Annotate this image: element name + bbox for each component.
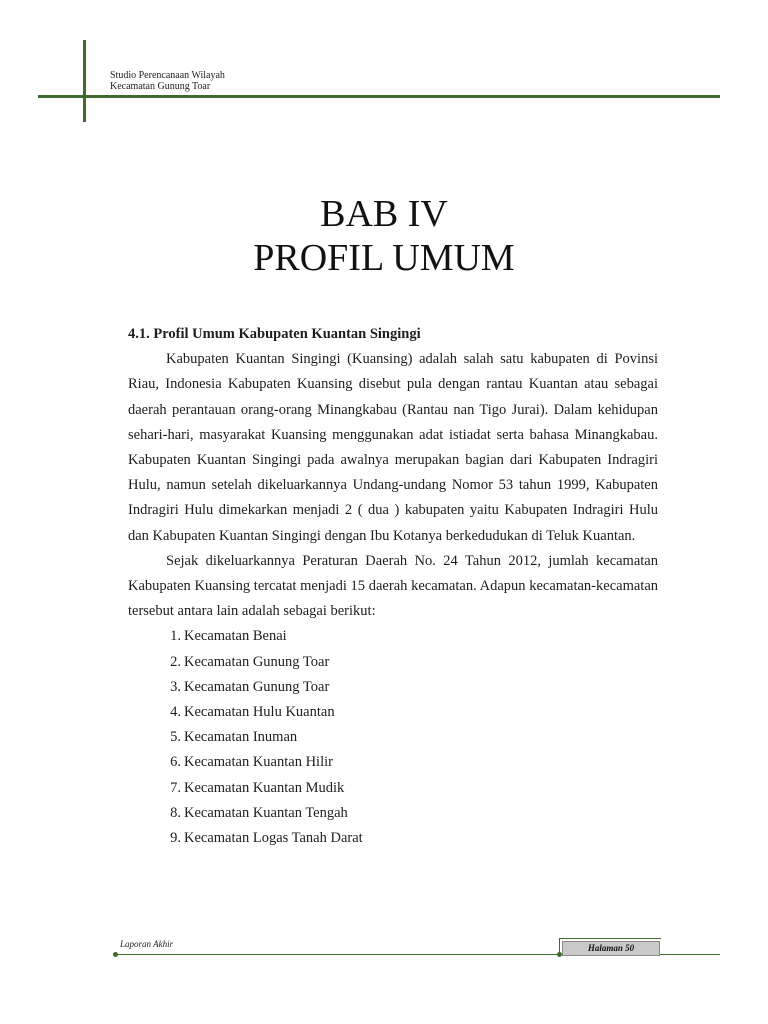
kecamatan-list bbox=[128, 624, 658, 851]
list-item-text: Kecamatan Kuantan Mudik bbox=[184, 779, 345, 796]
list-item-number: 4. bbox=[170, 704, 181, 721]
list-item-text: Kecamatan Inuman bbox=[184, 729, 298, 746]
running-header bbox=[110, 70, 225, 92]
paragraph-kecamatan-intro: Sejak dikeluarkannya Peraturan Daerah No. 24 Tahun 2012, jumlah kecamatan Kabupaten Kuansing tercatat menjadi 15 daerah kecamatan. Adapun kecamatan-kecamatan tersebut antara lain adalah sebagai berikut: bbox=[128, 552, 658, 620]
list-item-number: 7. bbox=[170, 779, 181, 796]
header-rule bbox=[38, 95, 720, 98]
list-item-text: Kecamatan Gunung Toar bbox=[184, 678, 330, 695]
footer-dot-left bbox=[113, 952, 118, 957]
list-item bbox=[128, 750, 658, 775]
chapter-number: BAB IV bbox=[320, 193, 448, 235]
list-item-number: 9. bbox=[170, 830, 181, 847]
list-item bbox=[128, 826, 658, 851]
list-item-text: Kecamatan Hulu Kuantan bbox=[184, 704, 335, 721]
list-item-number: 5. bbox=[170, 729, 181, 746]
list-item-number: 6. bbox=[170, 754, 181, 771]
list-item bbox=[128, 650, 658, 675]
chapter-content bbox=[128, 322, 658, 851]
chapter-name: PROFIL UMUM bbox=[253, 237, 515, 279]
footer-rule-top bbox=[559, 938, 661, 939]
list-item-text: Kecamatan Benai bbox=[184, 628, 287, 645]
list-item-text: Kecamatan Kuantan Tengah bbox=[184, 804, 348, 821]
header-vertical-rule bbox=[83, 40, 86, 122]
footer-report-label: Laporan Akhir bbox=[120, 939, 174, 949]
list-item-number: 2. bbox=[170, 653, 181, 670]
list-item bbox=[128, 801, 658, 826]
header-line-studio: Studio Perencanaan Wilayah bbox=[110, 70, 225, 81]
chapter-title bbox=[0, 192, 768, 280]
list-item bbox=[128, 700, 658, 725]
page-number-badge: Halaman 50 bbox=[562, 941, 660, 956]
list-item bbox=[128, 624, 658, 649]
list-item bbox=[128, 675, 658, 700]
list-item bbox=[128, 725, 658, 750]
list-item bbox=[128, 776, 658, 801]
footer-rule-left bbox=[116, 954, 560, 955]
list-item-number: 1. bbox=[170, 628, 181, 645]
paragraph-kuansing-intro: Kabupaten Kuantan Singingi (Kuansing) adalah salah satu kabupaten di Povinsi Riau, Indonesia Kabupaten Kuansing disebut pula dengan rantau Kuantan atau sebagai daerah perantauan orang-orang Minangkabau (Rantau nan Tigo Jurai). Dalam kehidupan sehari-hari, masyarakat Kuansing menggunakan adat istiadat serta bahasa Minangkabau. Kabupaten Kuantan Singingi pada awalnya merupakan bagian dari Kabupaten Indragiri Hulu, namun setelah dikeluarkannya Undang-undang Nomor 53 tahun 1999, Kabupaten Indragiri Hulu dimekarkan menjadi 2 ( dua ) kabupaten yaitu Kabupaten Indragiri Hulu dan Kabupaten Kuantan Singingi dengan Ibu Kotanya berkedudukan di Teluk Kuantan. bbox=[128, 351, 658, 544]
header-line-kecamatan: Kecamatan Gunung Toar bbox=[110, 81, 211, 92]
list-item-text: Kecamatan Gunung Toar bbox=[184, 653, 330, 670]
list-item-text: Kecamatan Logas Tanah Darat bbox=[184, 830, 363, 847]
list-item-text: Kecamatan Kuantan Hilir bbox=[184, 754, 333, 771]
footer-rule-right bbox=[660, 954, 720, 955]
section-heading: 4.1. Profil Umum Kabupaten Kuantan Singingi bbox=[128, 326, 421, 342]
list-item-number: 3. bbox=[170, 678, 181, 695]
list-item-number: 8. bbox=[170, 804, 181, 821]
